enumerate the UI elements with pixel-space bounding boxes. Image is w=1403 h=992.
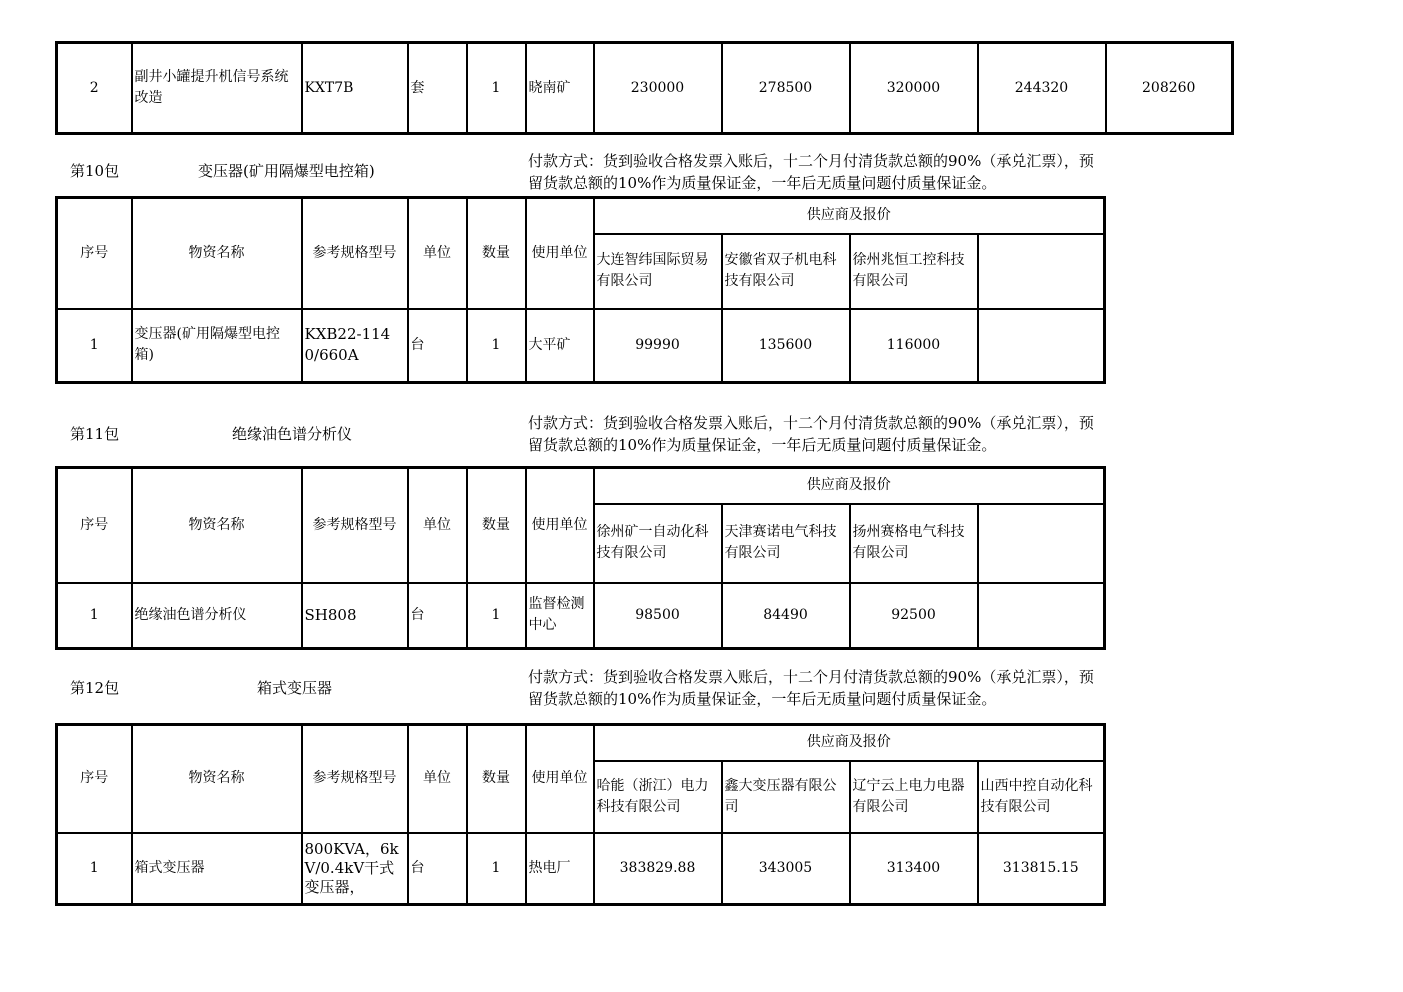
supplier-name (978, 504, 1105, 583)
header-spec: 参考规格型号 (302, 725, 408, 833)
header-unit: 单位 (408, 198, 467, 309)
header-spec: 参考规格型号 (302, 468, 408, 583)
cell-price: 320000 (850, 43, 978, 134)
table-row (57, 583, 1105, 649)
supplier-name: 扬州赛格电气科技有限公司 (850, 504, 978, 583)
cell-spec: KXB22-1140/660A (302, 309, 408, 383)
supplier-name: 天津赛诺电气科技有限公司 (722, 504, 850, 583)
cell-price: 99990 (594, 309, 722, 383)
payment-terms: 付款方式：货到验收合格发票入账后，十二个月付清货款总额的90%（承兑汇票），预留货款总额的10%作为质量保证金，一年后无质量问题付质量保证金。 (528, 152, 1094, 192)
cell-index: 1 (57, 833, 132, 905)
header-name: 物资名称 (132, 725, 302, 833)
quote-table-10 (55, 196, 1106, 384)
header-user: 使用单位 (526, 468, 594, 583)
header-user: 使用单位 (526, 198, 594, 309)
cell-price (978, 583, 1105, 649)
supplier-name: 山西中控自动化科技有限公司 (978, 761, 1105, 833)
cell-index: 2 (57, 43, 132, 134)
cell-index: 1 (57, 583, 132, 649)
header-index: 序号 (57, 468, 132, 583)
package-label: 第11包 (70, 425, 120, 443)
quote-table-11 (55, 466, 1106, 650)
cell-qty: 1 (467, 833, 526, 905)
cell-price: 135600 (722, 309, 850, 383)
header-row (57, 725, 1105, 761)
cell-qty: 1 (467, 43, 526, 134)
cell-price: 208260 (1106, 43, 1233, 134)
cell-unit: 套 (408, 43, 467, 134)
header-row (57, 198, 1105, 234)
header-index: 序号 (57, 725, 132, 833)
cell-qty: 1 (467, 583, 526, 649)
header-qty: 数量 (467, 468, 526, 583)
cell-price: 343005 (722, 833, 850, 905)
table-row (57, 309, 1105, 383)
cell-qty: 1 (467, 309, 526, 383)
cell-name: 绝缘油色谱分析仪 (132, 583, 302, 649)
payment-terms: 付款方式：货到验收合格发票入账后，十二个月付清货款总额的90%（承兑汇票），预留货款总额的10%作为质量保证金，一年后无质量问题付质量保证金。 (528, 414, 1094, 454)
cell-name: 箱式变压器 (132, 833, 302, 905)
cell-price: 116000 (850, 309, 978, 383)
cell-spec: SH808 (302, 583, 408, 649)
package-title: 箱式变压器 (257, 679, 333, 697)
table-row (57, 833, 1105, 905)
supplier-name: 徐州兆恒工控科技有限公司 (850, 234, 978, 309)
header-user: 使用单位 (526, 725, 594, 833)
supplier-name: 大连智纬国际贸易有限公司 (594, 234, 722, 309)
top-row-table (55, 41, 1234, 135)
header-qty: 数量 (467, 198, 526, 309)
cell-user: 晓南矿 (526, 43, 594, 134)
header-unit: 单位 (408, 725, 467, 833)
cell-price: 84490 (722, 583, 850, 649)
cell-user: 监督检测中心 (526, 583, 594, 649)
supplier-name: 辽宁云上电力电器有限公司 (850, 761, 978, 833)
cell-price: 244320 (978, 43, 1106, 134)
cell-index: 1 (57, 309, 132, 383)
header-row (57, 468, 1105, 504)
supplier-name: 徐州矿一自动化科技有限公司 (594, 504, 722, 583)
cell-name: 变压器(矿用隔爆型电控箱) (132, 309, 302, 383)
cell-price (978, 309, 1105, 383)
cell-price: 230000 (594, 43, 722, 134)
payment-terms: 付款方式：货到验收合格发票入账后，十二个月付清货款总额的90%（承兑汇票），预留货款总额的10%作为质量保证金，一年后无质量问题付质量保证金。 (528, 668, 1094, 708)
quote-table-12 (55, 723, 1106, 906)
package-label: 第10包 (70, 162, 120, 180)
cell-name: 副井小罐提升机信号系统改造 (132, 43, 302, 134)
supplier-name: 鑫大变压器有限公司 (722, 761, 850, 833)
header-suppliers: 供应商及报价 (594, 725, 1105, 761)
cell-unit: 台 (408, 309, 467, 383)
cell-price: 383829.88 (594, 833, 722, 905)
header-index: 序号 (57, 198, 132, 309)
cell-unit: 台 (408, 583, 467, 649)
header-suppliers: 供应商及报价 (594, 468, 1105, 504)
header-name: 物资名称 (132, 468, 302, 583)
header-name: 物资名称 (132, 198, 302, 309)
cell-price: 313400 (850, 833, 978, 905)
cell-user: 大平矿 (526, 309, 594, 383)
package-label: 第12包 (70, 679, 120, 697)
package-title: 变压器(矿用隔爆型电控箱) (198, 162, 375, 180)
header-spec: 参考规格型号 (302, 198, 408, 309)
supplier-name: 安徽省双子机电科技有限公司 (722, 234, 850, 309)
header-suppliers: 供应商及报价 (594, 198, 1105, 234)
cell-price: 92500 (850, 583, 978, 649)
cell-user: 热电厂 (526, 833, 594, 905)
cell-price: 313815.15 (978, 833, 1105, 905)
cell-unit: 台 (408, 833, 467, 905)
cell-price: 98500 (594, 583, 722, 649)
cell-price: 278500 (722, 43, 850, 134)
cell-spec: KXT7B (302, 43, 408, 134)
supplier-name (978, 234, 1105, 309)
header-unit: 单位 (408, 468, 467, 583)
cell-spec: 800KVA，6kV/0.4kV干式变压器， (302, 833, 408, 905)
table-row (57, 43, 1233, 134)
package-title: 绝缘油色谱分析仪 (232, 425, 353, 443)
supplier-name: 哈能（浙江）电力科技有限公司 (594, 761, 722, 833)
header-qty: 数量 (467, 725, 526, 833)
